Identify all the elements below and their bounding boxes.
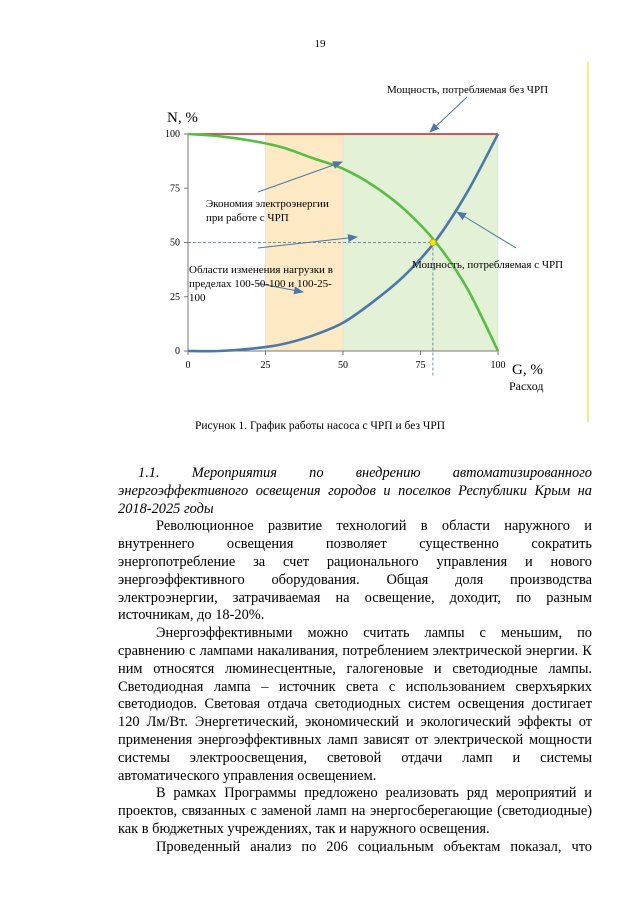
page-number: 19 bbox=[314, 38, 326, 50]
body-text bbox=[118, 465, 592, 857]
figure-caption: Рисунок 1. График работы насоса с ЧРП и без ЧРП bbox=[194, 420, 446, 432]
x-tick-label-0: 0 bbox=[185, 360, 191, 371]
section-heading-line2: энергоэффективного освещения городов и поселков Республики Крым на bbox=[118, 482, 592, 499]
annotation-no-vfd: Мощность, потребляемая без ЧРП bbox=[387, 84, 549, 96]
y-tick-label-1: 25 bbox=[170, 291, 180, 303]
annotation-load-1: Области изменения нагрузки в bbox=[189, 264, 333, 276]
paragraph-2: Энергоэффективными можно считать лампы с меньшим, по сравнению с лампами накаливания, потреблением электрической энергии. К ним относятся люминесцентные, галогеновые и светодиодные лампы. Светодиодная лампа – источник света с использованием сверхъярких светодиодов. Световая отдача светодиодных систем освещения достигает 120 Лм/Вт. Энергетический, экономический и экологический эффекты от применения энергоэффективных ламп зависят от электрической мощности системы электроосвещения, световой отдачи ламп и системы автоматического управления освещением. bbox=[118, 625, 592, 784]
y-tick-label-4: 100 bbox=[165, 129, 180, 140]
annotation-load-2: пределах 100-50-100 и 100-25- bbox=[189, 278, 332, 290]
x-tick-label-1: 25 bbox=[260, 360, 271, 371]
section-heading-line1: 1.1. Мероприятия по внедрению автоматизированного bbox=[138, 465, 592, 481]
paragraph-4: Проведенный анализ по 206 социальным объектам показал, что bbox=[156, 838, 592, 855]
section-heading-2 bbox=[118, 483, 592, 501]
section-heading bbox=[118, 465, 592, 483]
annotation-savings-2: при работе с ЧРП bbox=[206, 212, 289, 224]
x-tick-label-2: 50 bbox=[338, 360, 348, 371]
paragraph-3: В рамках Программы предложено реализовать ряд мероприятий и проектов, связанных с заменой ламп на энергосберегающие (светодиодные) как в бюджетных учреждениях, так и наружного освещения. bbox=[118, 785, 592, 837]
y-tick-label-3: 75 bbox=[170, 183, 180, 195]
x-tick-label-3: 75 bbox=[415, 360, 426, 371]
annotation-load-3: 100 bbox=[189, 292, 206, 304]
intersection-point bbox=[430, 239, 436, 245]
annotation-savings-1: Экономия электроэнергии bbox=[206, 198, 329, 210]
annotation-with-vfd: Мощность, потребляемая с ЧРП bbox=[412, 259, 564, 271]
arrow-no-vfd bbox=[430, 97, 467, 132]
y-tick-label-0: 0 bbox=[175, 346, 180, 357]
x-tick-label-4: 100 bbox=[490, 360, 506, 371]
y-tick-label-2: 50 bbox=[170, 237, 180, 249]
pump-power-chart bbox=[0, 0, 640, 430]
y-axis-label: N, % bbox=[167, 110, 198, 126]
x-axis-label: G, % bbox=[512, 362, 543, 378]
paragraph-1: Революционное развитие технологий в области наружного и внутреннего освещения позволяет существенно сократить энергопотребление за счет рационального управления и нового энергоэффективного оборудования. Общая доля производства электроэнергии, затрачиваемая на освещение, доходит, по разным источникам, до 18-20%. bbox=[118, 518, 592, 624]
x-axis-sublabel: Расход bbox=[509, 379, 544, 393]
section-heading-3 bbox=[118, 501, 592, 519]
section-heading-line3: 2018-2025 годы bbox=[118, 500, 214, 517]
